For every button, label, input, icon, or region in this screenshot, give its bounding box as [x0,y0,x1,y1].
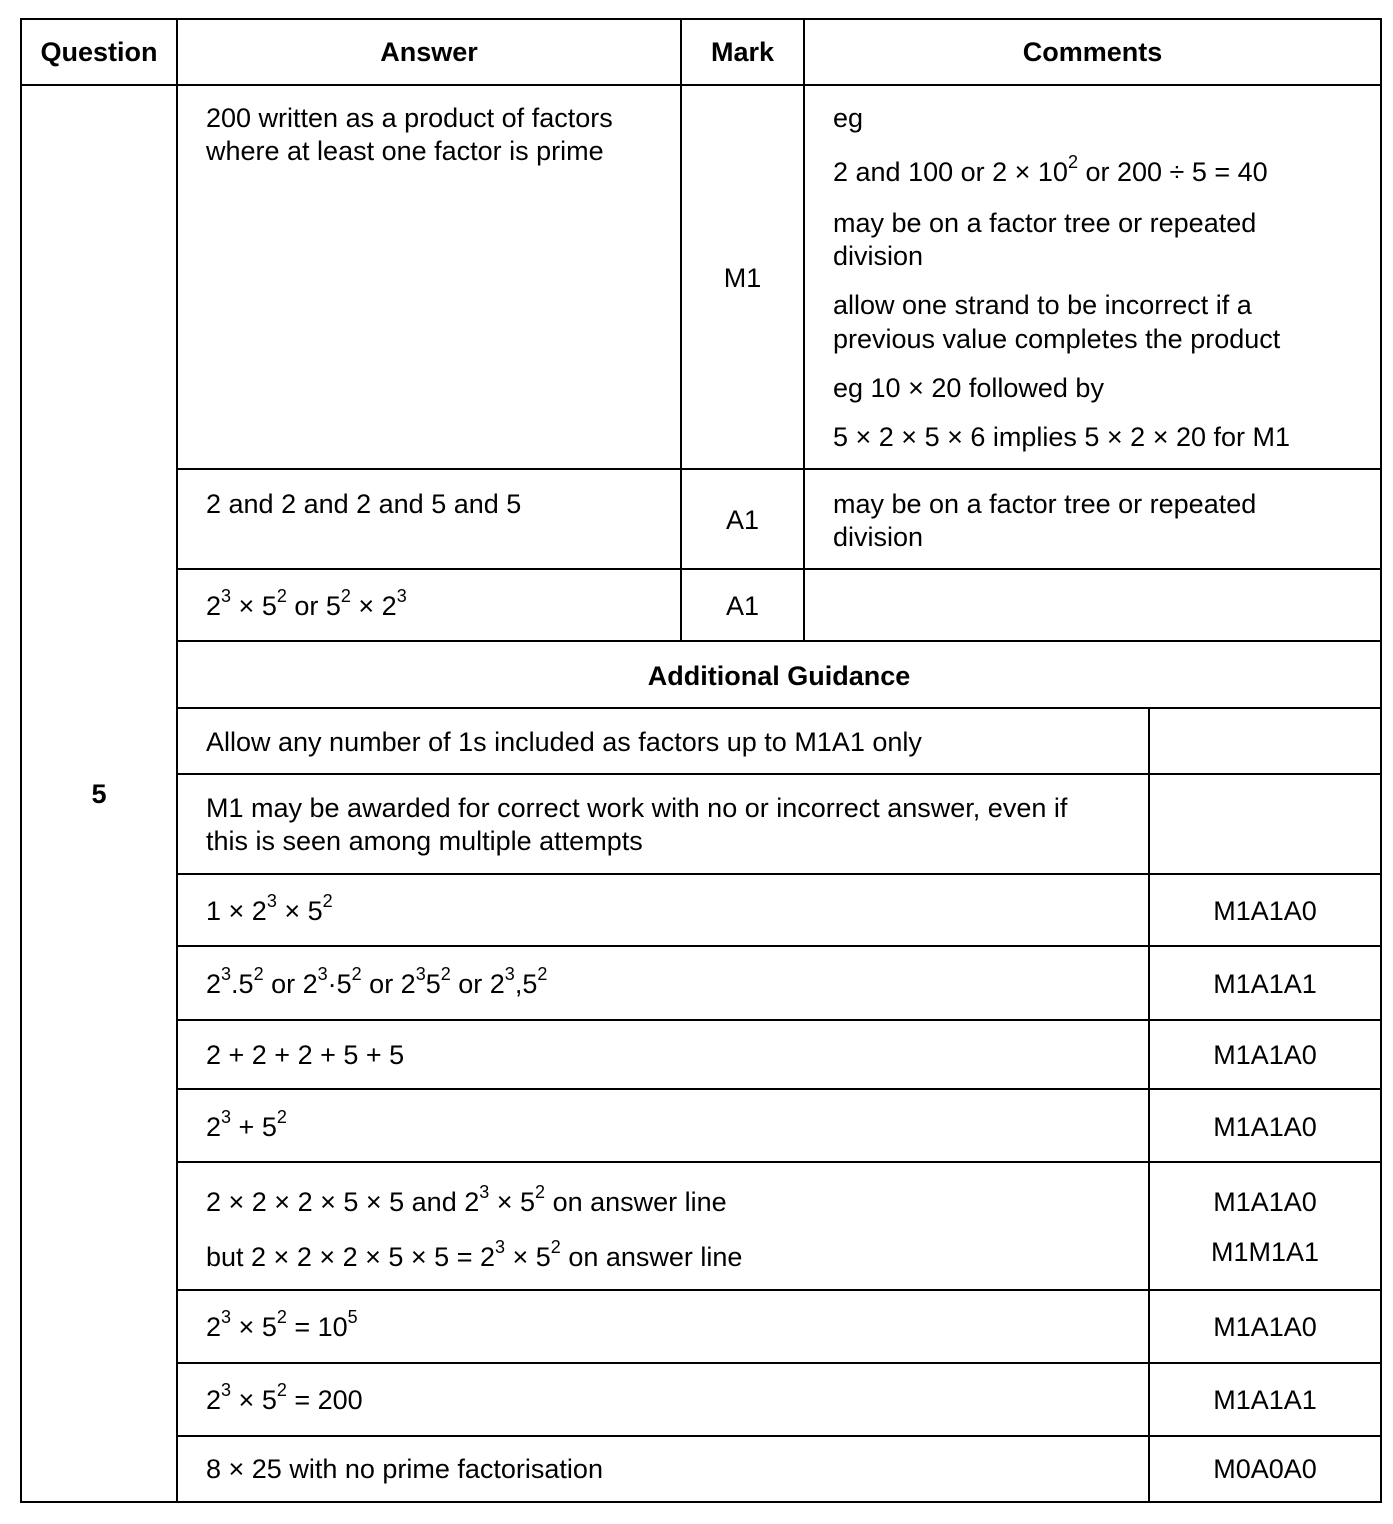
guidance-mark-10: M0A0A0 [1213,1454,1317,1484]
comment-row-1-tree-a: may be on a factor tree or repeated [833,208,1257,238]
answer-row-1-line-2: where at least one factor is prime [206,136,604,166]
guidance-mark-6: M1A1A0 [1213,1112,1317,1142]
guidance-row-9: $2^3 \times 5^2 = 200$ [206,1380,363,1415]
guidance-row-2-a: M1 may be awarded for correct work with no or incorrect answer, even if [206,793,1068,823]
guidance-title: Additional Guidance [647,661,911,691]
answer-row-2: 2 and 2 and 2 and 5 and 5 [206,489,522,519]
guidance-row-7-a: 2 × 2 × 2 × 5 × 5 and $2^3 \times 5^2$ on answer line [206,1182,727,1217]
comment-row-1-implies: 5 × 2 × 5 × 6 implies 5 × 2 × 20 for M1 [833,422,1291,452]
comment-row-2-b: division [833,522,924,552]
guidance-row-6: $2^3 + 5^2$ [206,1107,287,1142]
question-number: 5 [91,779,107,809]
comment-row-1-strand-b: previous value completes the product [833,324,1281,354]
mark-row-2: A1 [725,505,760,535]
comment-row-2-a: may be on a factor tree or repeated [833,489,1257,519]
comment-row-1-tree-b: division [833,241,924,271]
mark-row-3: A1 [725,591,760,621]
guidance-mark-7-a: M1A1A0 [1213,1187,1317,1217]
guidance-row-8: $2^3 \times 5^2 = 10^5$ [206,1307,358,1342]
comment-row-1-eg2: eg 10 × 20 followed by [833,373,1104,403]
guidance-row-1: Allow any number of 1s included as factors up to M1A1 only [206,727,922,757]
guidance-mark-4: M1A1A1 [1213,969,1317,999]
header-mark: Mark [710,37,775,67]
guidance-row-2-b: this is seen among multiple attempts [206,826,643,856]
mark-row-1: M1 [723,263,762,293]
guidance-mark-3: M1A1A0 [1213,896,1317,926]
answer-row-3: $2^3 \times 5^2$ or $5^2 \times 2^3$ [206,586,407,621]
guidance-row-7-b: but $2 \times 2 \times 2 \times 5 \times 5 = 2^3 \times 5^2$ on answer line [206,1237,743,1272]
answer-row-1-line-1: 200 written as a product of factors [206,103,613,133]
header-answer: Answer [380,37,478,67]
guidance-mark-5: M1A1A0 [1213,1040,1317,1070]
guidance-mark-9: M1A1A1 [1213,1385,1317,1415]
header-question: Question [40,37,158,67]
comment-row-1-examples: 2 and 100 or $2 \times 10^2$ or 200 ÷ 5 = 40 [833,152,1268,187]
guidance-row-5: 2 + 2 + 2 + 5 + 5 [206,1040,405,1070]
comment-row-1-strand-a: allow one strand to be incorrect if a [833,290,1252,320]
guidance-mark-7-b: M1M1A1 [1210,1237,1320,1267]
guidance-mark-8: M1A1A0 [1213,1312,1317,1342]
header-comments: Comments [1022,37,1163,67]
guidance-row-3: $1 \times 2^3 \times 5^2$ [206,891,333,926]
guidance-row-10: 8 × 25 with no prime factorisation [206,1454,603,1484]
guidance-row-4: $2^3.5^2$ or $2^3\cdot 5^2$ or $2^35^2$ or $2^3,5^2$ [206,964,548,999]
comment-row-1-eg: eg [833,103,864,133]
